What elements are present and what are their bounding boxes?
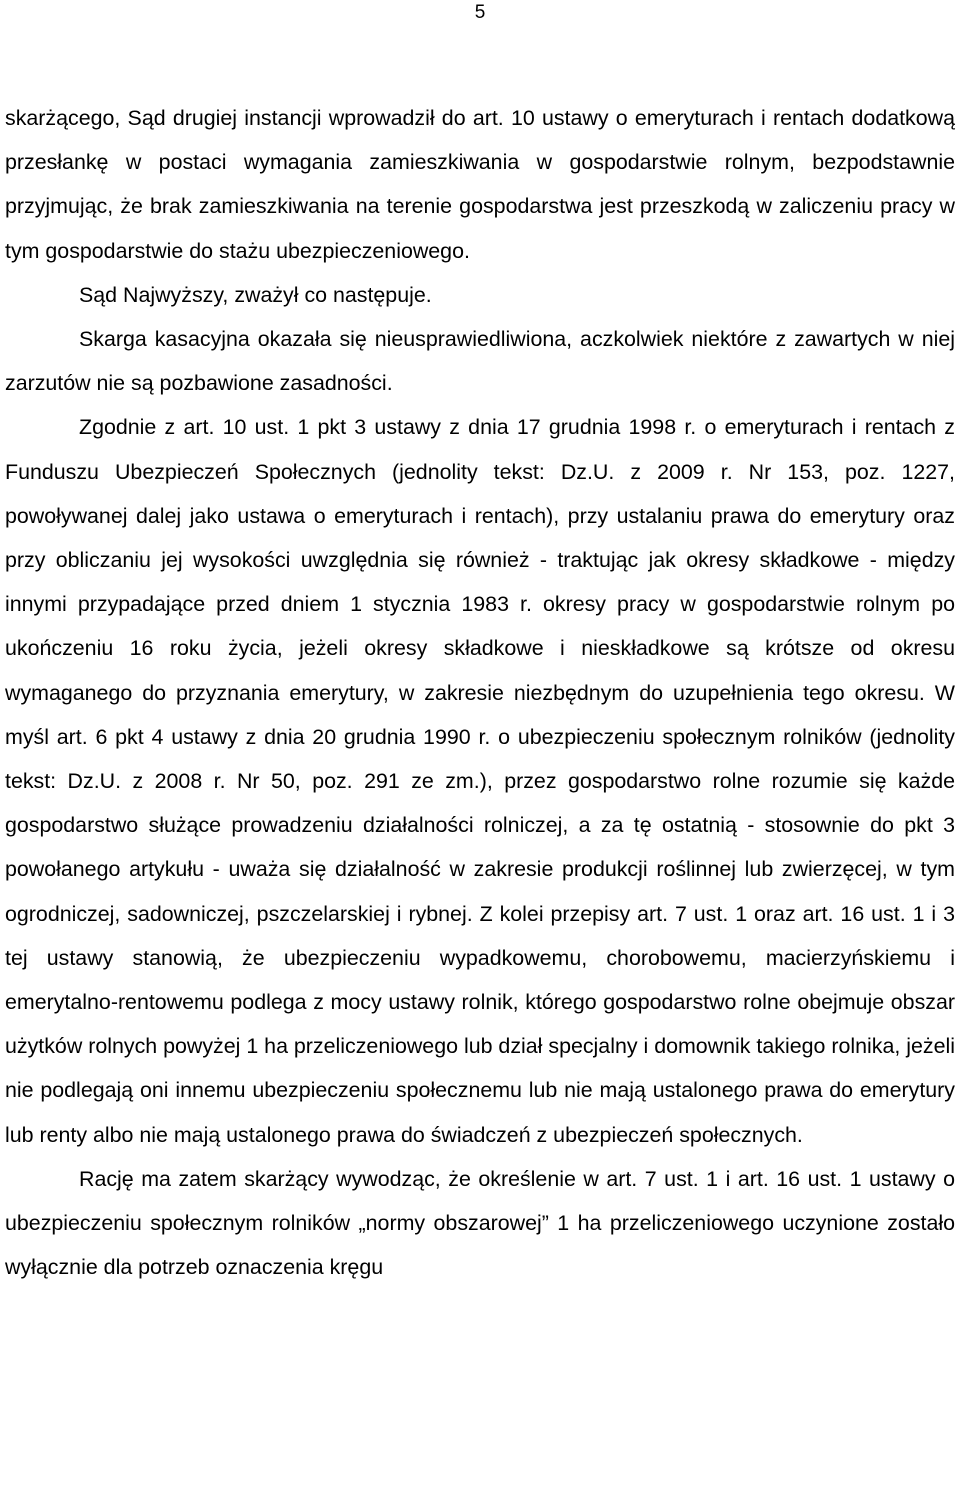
paragraph-continuation: skarżącego, Sąd drugiej instancji wprowadził do art. 10 ustawy o emeryturach i rentach dodatkową przesłankę w postaci wymagania zamieszkiwania w gospodarstwie rolnym, bezpodstawnie przyjmując, że brak zamieszkiwania na terenie gospodarstwa jest przeszkodą w zaliczeniu pracy w tym gospodarstwie do stażu ubezpieczeniowego. bbox=[5, 106, 955, 263]
paragraph-legal-basis: Zgodnie z art. 10 ust. 1 pkt 3 ustawy z dnia 17 grudnia 1998 r. o emeryturach i rentach z Funduszu Ubezpieczeń Społecznych (jednolity tekst: Dz.U. z 2009 r. Nr 153, poz. 1227, powoływanej dalej jako ustawa o emeryturach i rentach), przy ustalaniu prawa do emerytury oraz przy obliczaniu jej wysokości uwzględnia się również - traktując jak okresy składkowe - między innymi przypadające przed dniem 1 stycznia 1983 r. okresy pracy w gospodarstwie rolnym po ukończeniu 16 roku życia, jeżeli okresy składkowe i nieskładkowe są krótsze od okresu wymaganego do przyznania emerytury, w zakresie niezbędnym do uzupełnienia tego okresu. W myśl art. 6 pkt 4 ustawy z dnia 20 grudnia 1990 r. o ubezpieczeniu społecznym rolników (jednolity tekst: Dz.U. z 2008 r. Nr 50, poz. 291 ze zm.), przez gospodarstwo rolne rozumie się każde gospodarstwo służące prowadzeniu działalności rolniczej, a za tę ostatnią - stosownie do pkt 3 powołanego artykułu - uważa się działalność w zakresie produkcji roślinnej lub zwierzęcej, w tym ogrodniczej, sadowniczej, pszczelarskiej i rybnej. Z kolei przepisy art. 7 ust. 1 oraz art. 16 ust. 1 i 3 tej ustawy stanowią, że ubezpieczeniu wypadkowemu, chorobowemu, macierzyńskiemu i emerytalno-rentowemu podlega z mocy ustawy rolnik, którego gospodarstwo rolne obejmuje obszar użytków rolnych powyżej 1 ha przeliczeniowego lub dział specjalny i domownik takiego rolnika, jeżeli nie podlegają oni innemu ubezpieczeniu społecznemu lub nie mają ustalonego prawa do emerytury lub renty albo nie mają ustalonego prawa do świadczeń z ubezpieczeń społecznych. bbox=[5, 415, 955, 1147]
document-body bbox=[5, 96, 955, 1289]
paragraph-conclusion: Rację ma zatem skarżący wywodząc, że określenie w art. 7 ust. 1 i art. 16 ust. 1 ustawy o ubezpieczeniu społecznym rolników „normy obszarowej” 1 ha przeliczeniowego uczynione zostało wyłącznie dla potrzeb oznaczenia kręgu bbox=[5, 1166, 955, 1280]
paragraph-cassation: Skarga kasacyjna okazała się nieusprawiedliwiona, aczkolwiek niektóre z zawartych w niej zarzutów nie są pozbawione zasadności. bbox=[5, 327, 955, 396]
page-number: 5 bbox=[474, 2, 486, 23]
paragraph-court-heading: Sąd Najwyższy, zważył co następuje. bbox=[79, 282, 432, 307]
